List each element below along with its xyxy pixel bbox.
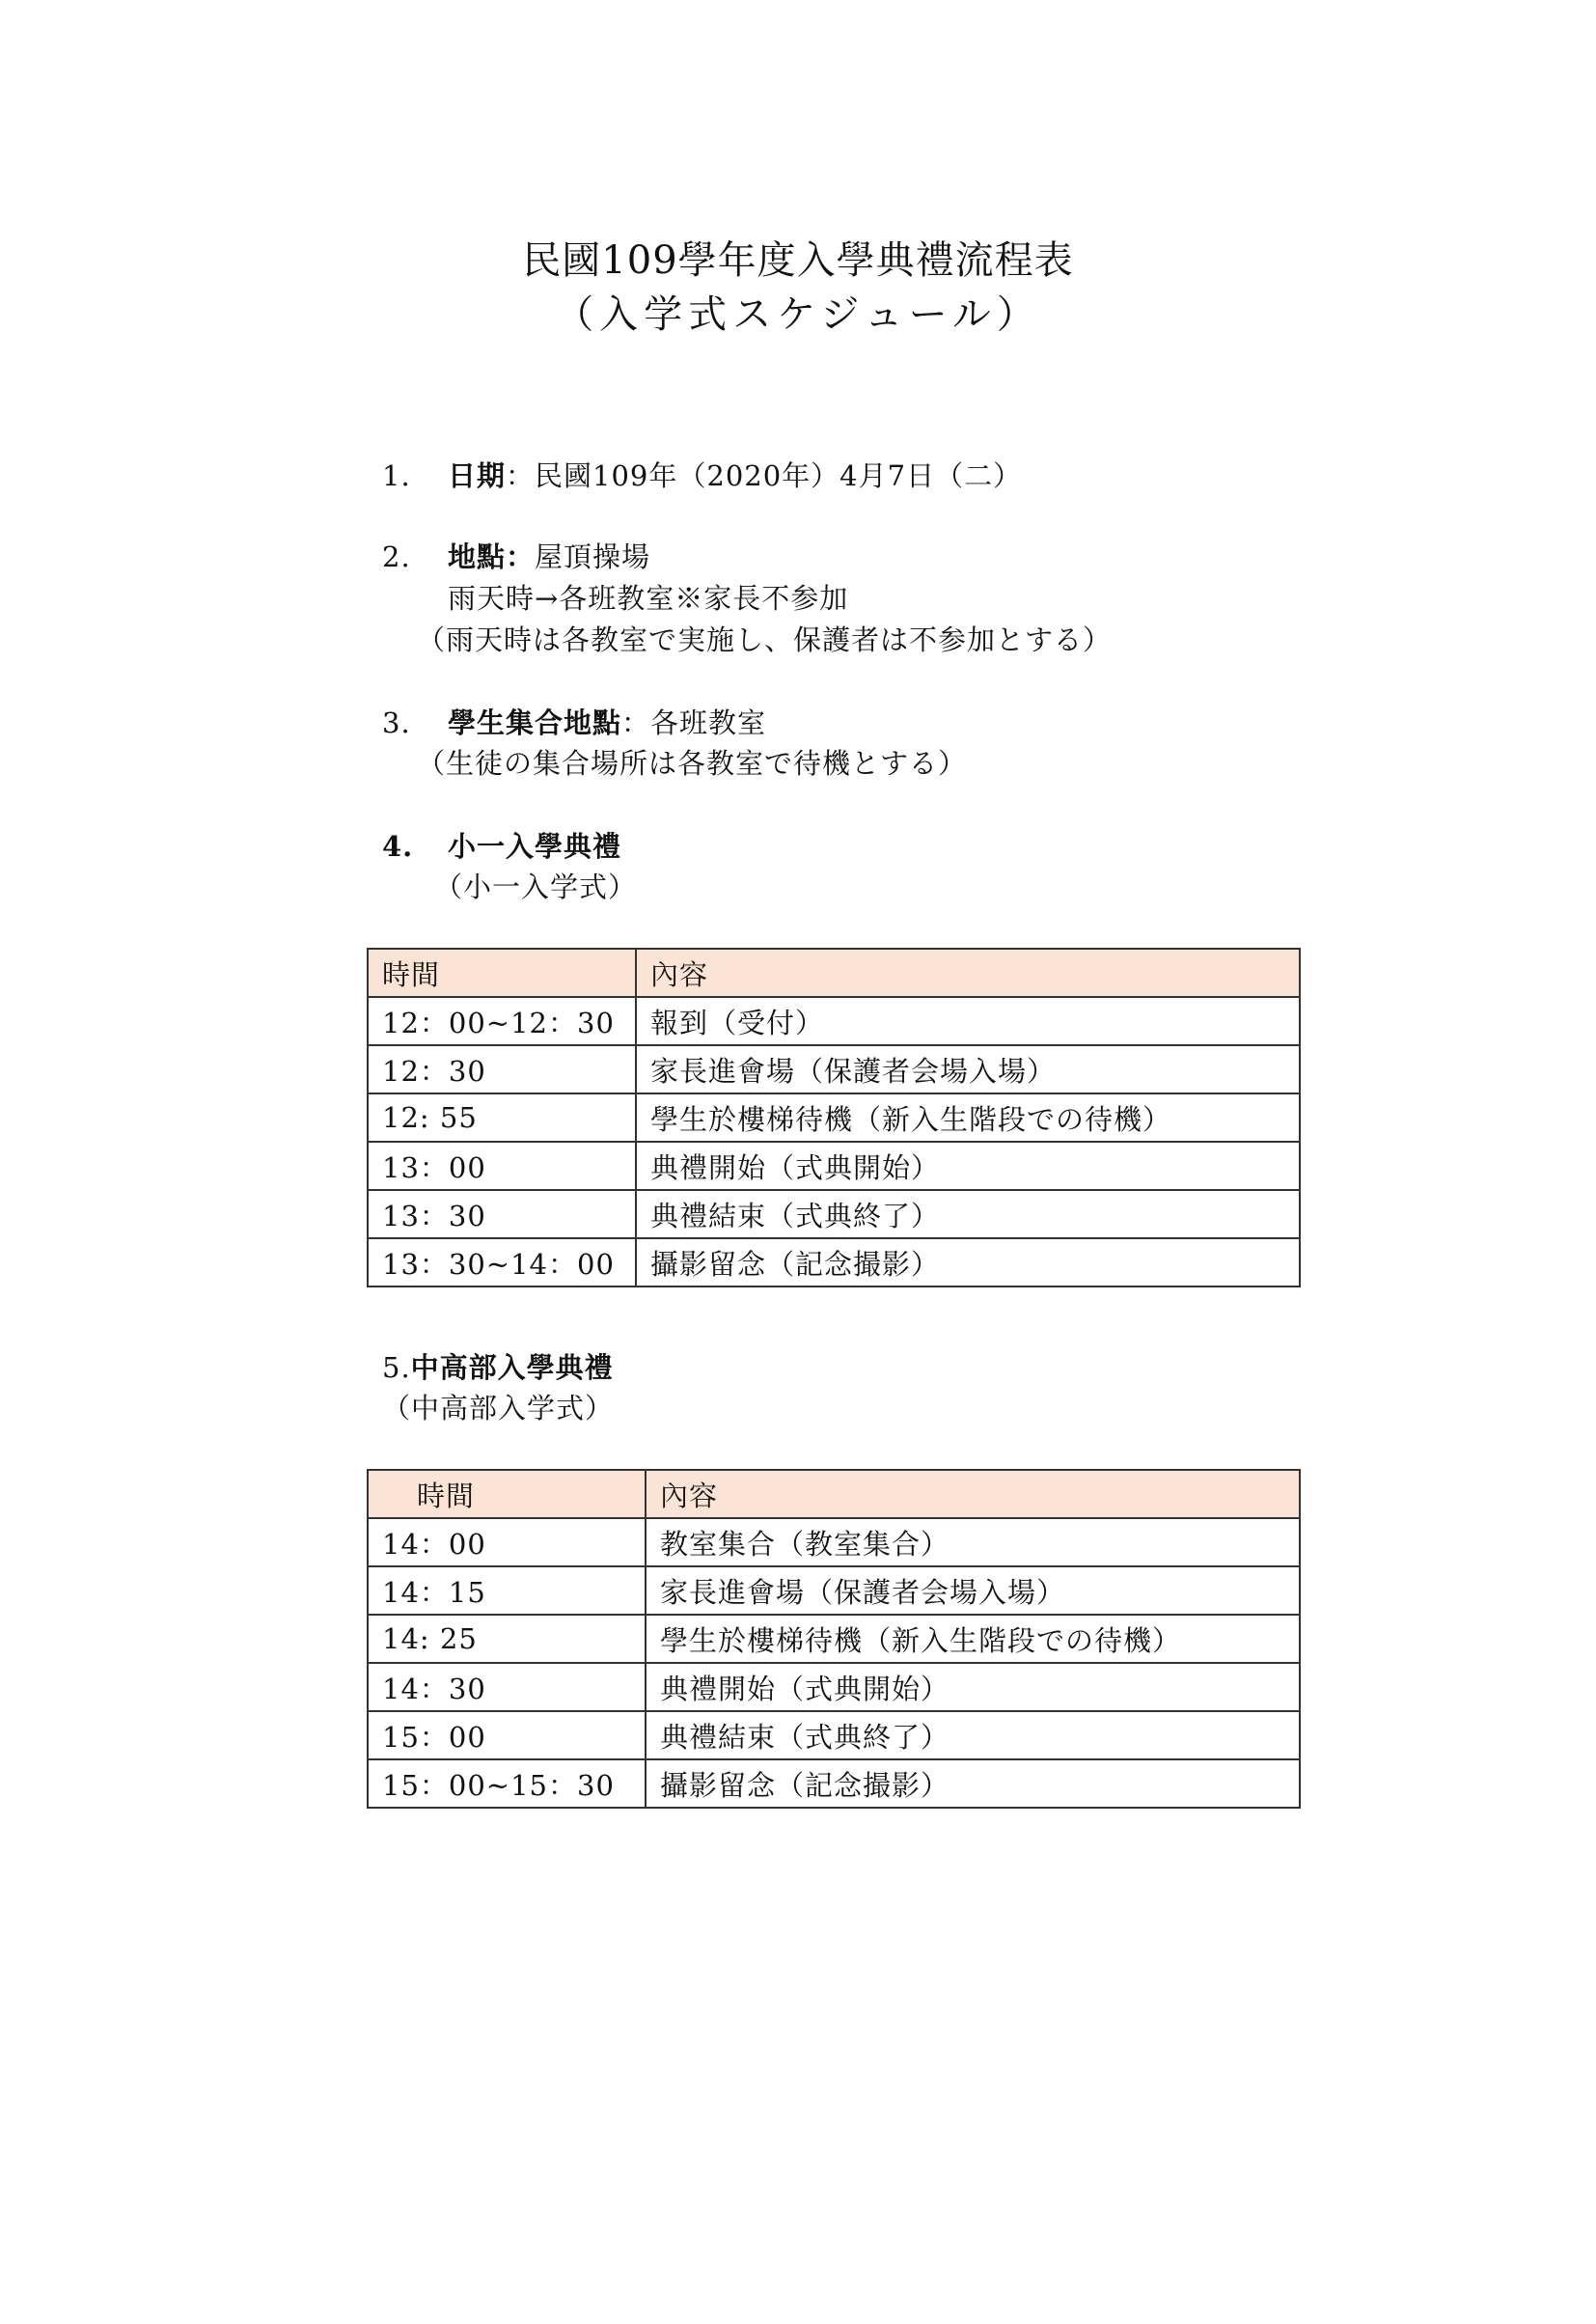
time-cell: 14：30 [368, 1663, 646, 1711]
item-number: 4. [382, 830, 414, 863]
time-cell: 12: 55 [368, 1093, 636, 1142]
rain-note-japanese: （雨天時は各教室で実施し、保護者は不参加とする） [417, 623, 1113, 656]
section5-subtitle: （中高部入学式） [382, 1392, 615, 1425]
content-cell: 教室集合（教室集合） [646, 1518, 1300, 1566]
time-cell: 14：15 [368, 1566, 646, 1615]
document-subtitle: （入学式スケジュール） [555, 292, 1041, 337]
date-label: 日期 [448, 459, 507, 492]
table-row [368, 997, 1300, 1045]
section4-heading [382, 828, 621, 865]
time-cell: 14：00 [368, 1518, 646, 1566]
gather-value: ：各班教室 [621, 706, 767, 739]
gather-item [382, 705, 766, 741]
section4-subtitle: （小一入学式） [434, 871, 638, 903]
time-column-header: 時間 [368, 1470, 646, 1518]
content-cell: 攝影留念（記念撮影） [636, 1238, 1300, 1286]
content-cell: 學生於樓梯待機（新入生階段での待機） [636, 1093, 1300, 1142]
table-row [368, 1518, 1300, 1566]
time-cell: 13：30~14：00 [368, 1238, 636, 1286]
content-cell: 家長進會場（保護者会場入場） [646, 1566, 1300, 1615]
section5-label: 中高部入學典禮 [410, 1351, 614, 1384]
time-column-header: 時間 [368, 949, 636, 997]
content-cell: 報到（受付） [636, 997, 1300, 1045]
table-row [368, 1238, 1300, 1286]
time-cell: 14: 25 [368, 1615, 646, 1663]
content-cell: 學生於樓梯待機（新入生階段での待機） [646, 1615, 1300, 1663]
item-number: 2. [382, 540, 411, 573]
time-cell: 12：30 [368, 1045, 636, 1093]
table-row [368, 1093, 1300, 1142]
gather-label: 學生集合地點 [448, 706, 622, 739]
date-value: ：民國109年（2020年）4月7日（二） [506, 459, 1023, 492]
place-colon: ： [506, 540, 536, 573]
schedule-table-grade1 [367, 948, 1301, 1287]
table-row [368, 1190, 1300, 1238]
section5-heading [382, 1349, 614, 1386]
table-header-row [368, 1470, 1300, 1518]
content-cell: 攝影留念（記念撮影） [646, 1759, 1300, 1808]
content-column-header: 內容 [646, 1470, 1300, 1518]
gather-note-japanese: （生徒の集合場所は各教室で待機とする） [417, 747, 968, 780]
table-row [368, 1615, 1300, 1663]
time-cell: 12：00~12：30 [368, 997, 636, 1045]
content-cell: 典禮結束（式典終了） [646, 1711, 1300, 1759]
time-cell: 13：00 [368, 1142, 636, 1190]
table-header-row [368, 949, 1300, 997]
place-item [382, 539, 650, 575]
rain-note: 雨天時→各班教室※家長不参加 [448, 582, 849, 615]
item-number: 3. [382, 706, 411, 739]
content-cell: 典禮開始（式典開始） [636, 1142, 1300, 1190]
content-cell: 典禮結束（式典終了） [636, 1190, 1300, 1238]
table-row [368, 1142, 1300, 1190]
time-cell: 13：30 [368, 1190, 636, 1238]
content-column-header: 內容 [636, 949, 1300, 997]
schedule-table-secondary [367, 1469, 1301, 1809]
date-item [382, 457, 1022, 494]
table-row [368, 1663, 1300, 1711]
document-title: 民國109學年度入學典禮流程表 [522, 238, 1074, 283]
table-row [368, 1711, 1300, 1759]
table-row [368, 1045, 1300, 1093]
section4-label: 小一入學典禮 [448, 830, 622, 863]
place-value: 屋頂操場 [535, 540, 651, 573]
table-row [368, 1566, 1300, 1615]
item-number: 1. [382, 459, 411, 492]
table-row [368, 1759, 1300, 1808]
content-cell: 典禮開始（式典開始） [646, 1663, 1300, 1711]
time-cell: 15：00~15：30 [368, 1759, 646, 1808]
item-number: 5. [382, 1351, 411, 1384]
time-cell: 15：00 [368, 1711, 646, 1759]
content-cell: 家長進會場（保護者会場入場） [636, 1045, 1300, 1093]
place-label: 地點 [448, 540, 507, 573]
